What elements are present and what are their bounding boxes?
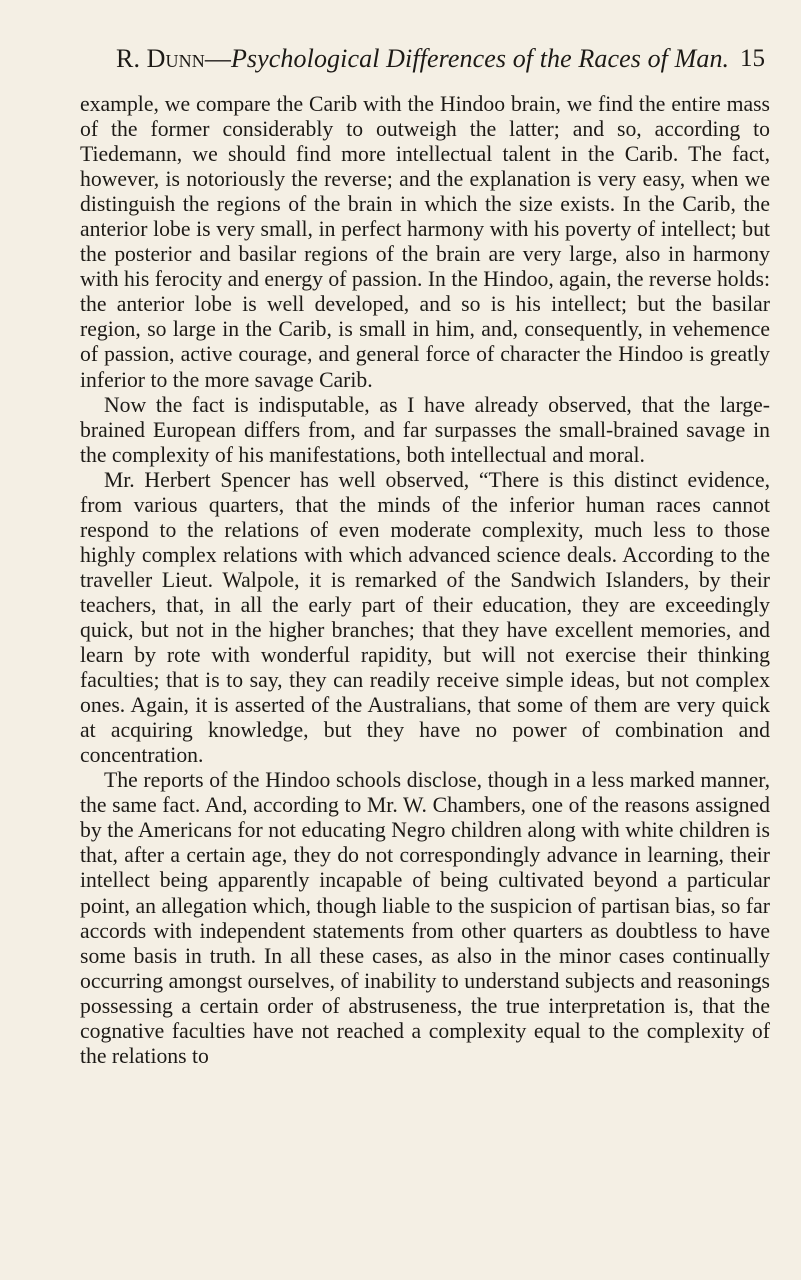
paragraph-european-complexity: Now the fact is indisputable, as I have already observed, that the large-brained European differs from, and far surpasses the small-brained savage in the complexity of his manifestations, both intellectual and moral. [80, 392, 770, 467]
page-number: 15 [740, 45, 765, 72]
running-head [80, 44, 771, 92]
running-head-work-title: Psychological Differences of the Races of Man. [230, 44, 730, 73]
running-head-author: R. Dunn [116, 44, 205, 73]
paragraph-herbert-spencer: Mr. Herbert Spencer has well observed, “There is this distinct evidence, from various quarters, that the minds of the inferior human races cannot respond to the relations of even moderate complexity, much less to those highly complex relations with which advanced science deals. According to the traveller Lieut. Walpole, it is remarked of the Sandwich Islanders, by their teachers, that, in all the early part of their education, they are exceedingly quick, but not in the higher branches; that they have excellent memories, and learn by rote with wonderful rapidity, but will not exercise their thinking faculties; that is to say, they can readily receive simple ideas, but not complex ones. Again, it is asserted of the Australians, that some of them are very quick at acquiring knowledge, but they have no power of combination and concentration. [80, 467, 770, 768]
body-text [80, 92, 770, 1069]
running-head-separator: — [204, 44, 231, 73]
paragraph-hindoo-schools: The reports of the Hindoo schools disclose, though in a less marked manner, the same fact. And, according to Mr. W. Chambers, one of the reasons assigned by the Americans for not educating Negro children along with white children is that, after a certain age, they do not correspondingly advance in learning, their intellect being apparently incapable of being cultivated beyond a particular point, an allegation which, though liable to the suspicion of partisan bias, so far accords with independent statements from other quarters as doubtless to have some basis in truth. In all these cases, as also in the minor cases continually occurring amongst ourselves, of inability to understand subjects and reasonings possessing a certain order of abstruseness, the true interpretation is, that the cognative faculties have not reached a complexity equal to the complexity of the relations to [80, 768, 770, 1068]
paragraph-carib-hindoo: example, we compare the Carib with the Hindoo brain, we find the entire mass of the former considerably to outweigh the latter; and so, according to Tiedemann, we should find more intellectual talent in the Carib. The fact, however, is notoriously the reverse; and the explanation is very easy, when we distinguish the regions of the brain in which the size exists. In the Carib, the anterior lobe is very small, in perfect harmony with his poverty of intellect; but the posterior and basilar regions of the brain are very large, also in harmony with his ferocity and energy of passion. In the Hindoo, again, the reverse holds: the anterior lobe is well developed, and so is his intellect; but the basilar region, so large in the Carib, is small in him, and, consequently, in vehemence of passion, active courage, and general force of character the Hindoo is greatly inferior to the more savage Carib. [80, 92, 770, 392]
running-head-title [116, 44, 729, 74]
